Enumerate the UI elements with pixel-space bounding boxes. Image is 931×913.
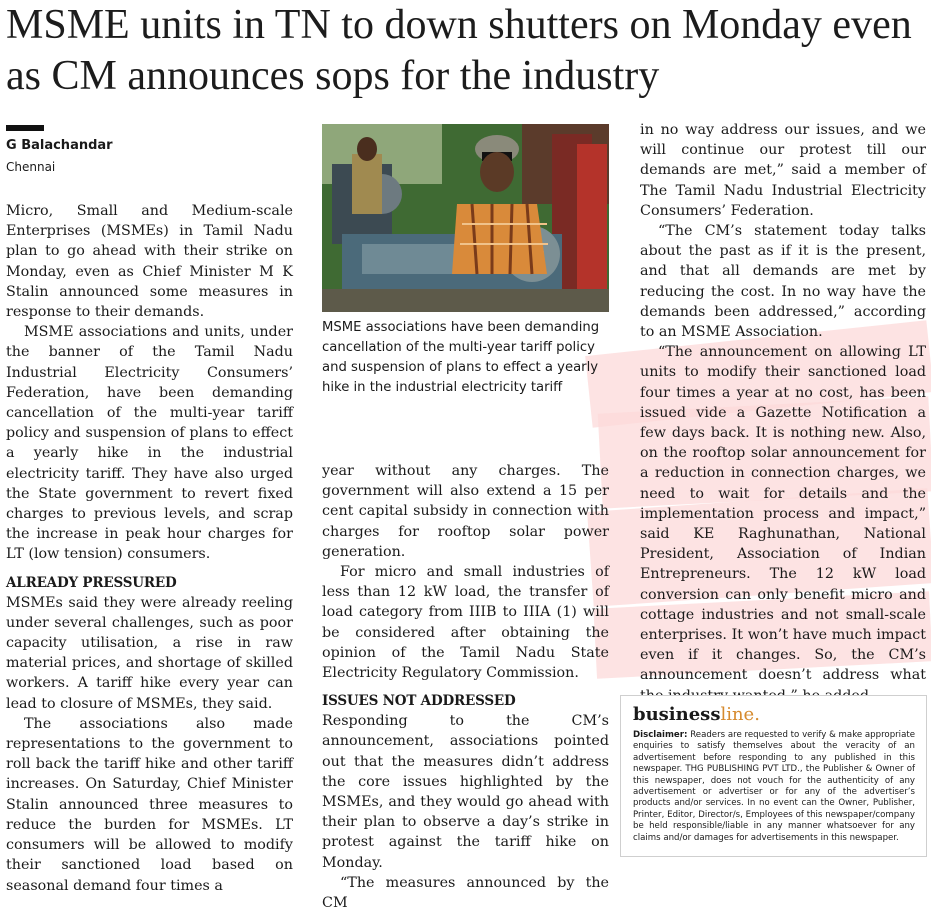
- subheading: ISSUES NOT ADDRESSED: [322, 693, 516, 710]
- article-photo: [322, 124, 609, 312]
- paragraph: The associations also made representations to the government to roll back the tariff hike and other tariff increases. On Saturday, Chief Minister Stalin announced three measures to reduce the burden for MSMEs. LT consumers will be allowed to modify their sanctioned load based on seasonal demand four times a: [6, 715, 293, 894]
- paragraph: MSME associations and units, under the banner of the Tamil Nadu Industrial Electricity Consumers’ Federation, have been demanding cancellation of the multi-year tariff policy and suspension of plans to effect a yearly hike in the industrial electricity tariff. They have also urged the State government to revert fixed charges to previous levels, and scrap the increase in peak hour charges for LT (low tension) consumers.: [6, 324, 293, 563]
- article-column-2: [322, 461, 609, 913]
- paragraph: MSMEs said they were already reeling under several challenges, such as poor capacity utilisation, a rise in raw material prices, and shortage of skilled workers. A tariff hike every year can lead to closure of MSMEs, they said.: [6, 594, 293, 712]
- photo-lathe-worker-icon: [322, 124, 609, 312]
- disclaimer-box: [620, 695, 927, 857]
- paragraph: Responding to the CM’s announcement, associations pointed out that the measures didn’t address the core issues highlighted by the MSMEs, and they would go ahead with their plan to observe a day’s strike in protest against the tariff hike on Monday.: [322, 713, 609, 871]
- paragraph: in no way address our issues, and we will continue our protest till our demands are met,” said a member of The Tamil Nadu Industrial Electricity Consumers’ Federation.: [640, 122, 926, 219]
- headline: MSME units in TN to down shutters on Monday even as CM announces sops for the industry: [6, 2, 912, 99]
- article-column-3: [640, 120, 926, 706]
- paragraph: “The announcement on allowing LT units to modify their sanctioned load four times a year at no cost, has been issued vide a Gazette Notification a few days back. It is nothing new. Also, on the rooftop solar announcement for a reduction in connection charges, we need to wait for details and the implementation process and impact,” said KE Raghunathan, National President, Association of Indian Entrepreneurs. The 12 kW load conversion can only benefit micro and cottage industries and not small-scale enterprises. It won’t have much impact even if it changes. So, the CM’s announcement doesn’t address what: [640, 344, 926, 684]
- article-column-1: [6, 201, 293, 896]
- paragraph: year without any charges. The government will also extend a 15 per cent capital subsidy in connection with charges for rooftop solar power generation.: [322, 463, 609, 560]
- disclaimer-text: [633, 730, 915, 844]
- disclaimer-body: Readers are requested to verify & make appropriate enquiries to satisfy themselves about the veracity of an advertisement before responding to any published in this newspaper. THG PUBLISHING PVT LTD., the Publisher & Owner of this newspaper, does not vouch for the authenticity of any advertisement or advertiser or for any of the advertiser’s products and/or services. In no event can the Owner, Publisher, Printer, Editor, Director/s, Employees of this newspaper/company be held responsible/liable in any manner whatsoever for any claims and/or damages for advertisements in this newspaper.: [633, 730, 915, 843]
- logo-text-accent: line.: [720, 704, 760, 725]
- paragraph: “The CM’s statement today talks about the past as if it is the present, and that all demands are met by reducing the cost. In no way have the demands been addressed,” according to an MSME Association.: [640, 223, 926, 341]
- paragraph: Micro, Small and Medium-scale Enterprises (MSMEs) in Tamil Nadu plan to go ahead with their strike on Monday, even as Chief Minister M K Stalin announced some measures in response to their demands.: [6, 203, 293, 321]
- logo-text: business: [633, 704, 721, 725]
- author-name: G Balachandar: [6, 138, 113, 153]
- businessline-logo: [633, 704, 760, 725]
- photo-caption: MSME associations have been demanding cancellation of the multi-year tariff policy and suspension of plans to effect a yearly hike in the industrial electricity tariff: [322, 320, 600, 395]
- paragraph: “The measures announced by the CM: [322, 874, 609, 912]
- paragraph: For micro and small industries of less than 12 kW load, the transfer of load category from IIIB to IIIA (1) will be considered after obtaining the opinion of the Tamil Nadu State Electricity Regulatory Commission.: [322, 564, 609, 682]
- byline-rule: [6, 125, 44, 131]
- subheading: ALREADY PRESSURED: [6, 574, 177, 591]
- dateline: Chennai: [6, 160, 56, 174]
- disclaimer-label: Disclaimer:: [633, 730, 688, 740]
